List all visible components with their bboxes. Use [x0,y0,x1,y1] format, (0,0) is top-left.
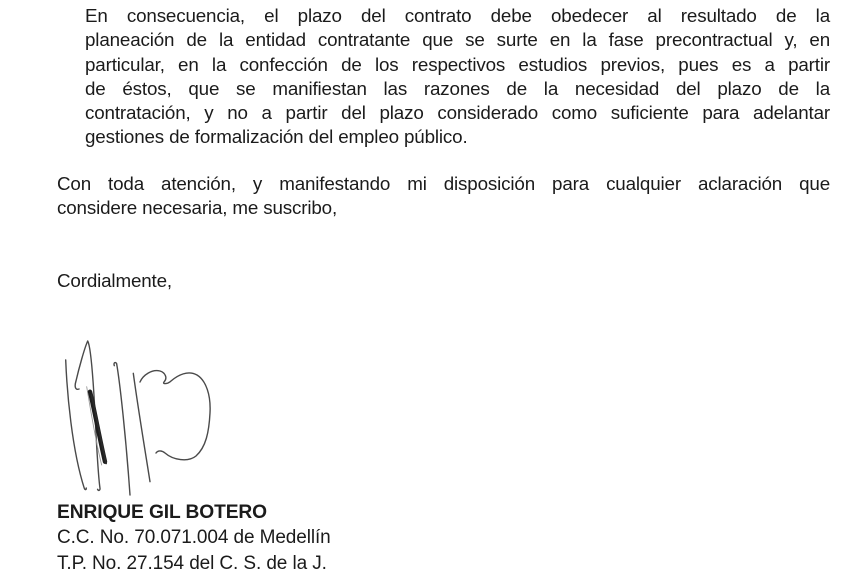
paragraph-line: Con toda atención, y manifestando mi disposición para cualquier aclaración que [57,172,830,194]
closing-paragraph [57,172,830,221]
signatory-block [57,500,830,577]
signature-stroke [114,362,130,494]
paragraph-line: gestiones de formalización del empleo público. [85,126,468,148]
quoted-paragraph [85,4,830,150]
letter-page [0,4,863,581]
signatory-name: ENRIQUE GIL BOTERO [57,501,267,523]
signature-stroke [133,373,150,481]
paragraph-line: planeación de la entidad contratante que se surte en la fase precontractual y, en [85,29,830,51]
signatory-id-line: C.C. No. 70.071.004 de Medellín [57,527,331,549]
paragraph-line: de éstos, que se manifiestan las razones de la necesidad del plazo de la [85,77,830,99]
paragraph-line: contratación, y no a partir del plazo considerado como suficiente para adelantar [85,102,830,124]
signature-image [58,338,218,500]
signature-stroke [140,370,210,459]
salutation-text: Cordialmente, [57,270,172,292]
paragraph-line: particular, en la confección de los respectivos estudios previos, pues es a partir [85,53,830,75]
paragraph-line: considere necesaria, me suscribo, [57,197,338,219]
signatory-card-line: T.P. No. 27.154 del C. S. de la J. [57,552,327,574]
paragraph-line: En consecuencia, el plazo del contrato debe obedecer al resultado de la [85,5,830,26]
